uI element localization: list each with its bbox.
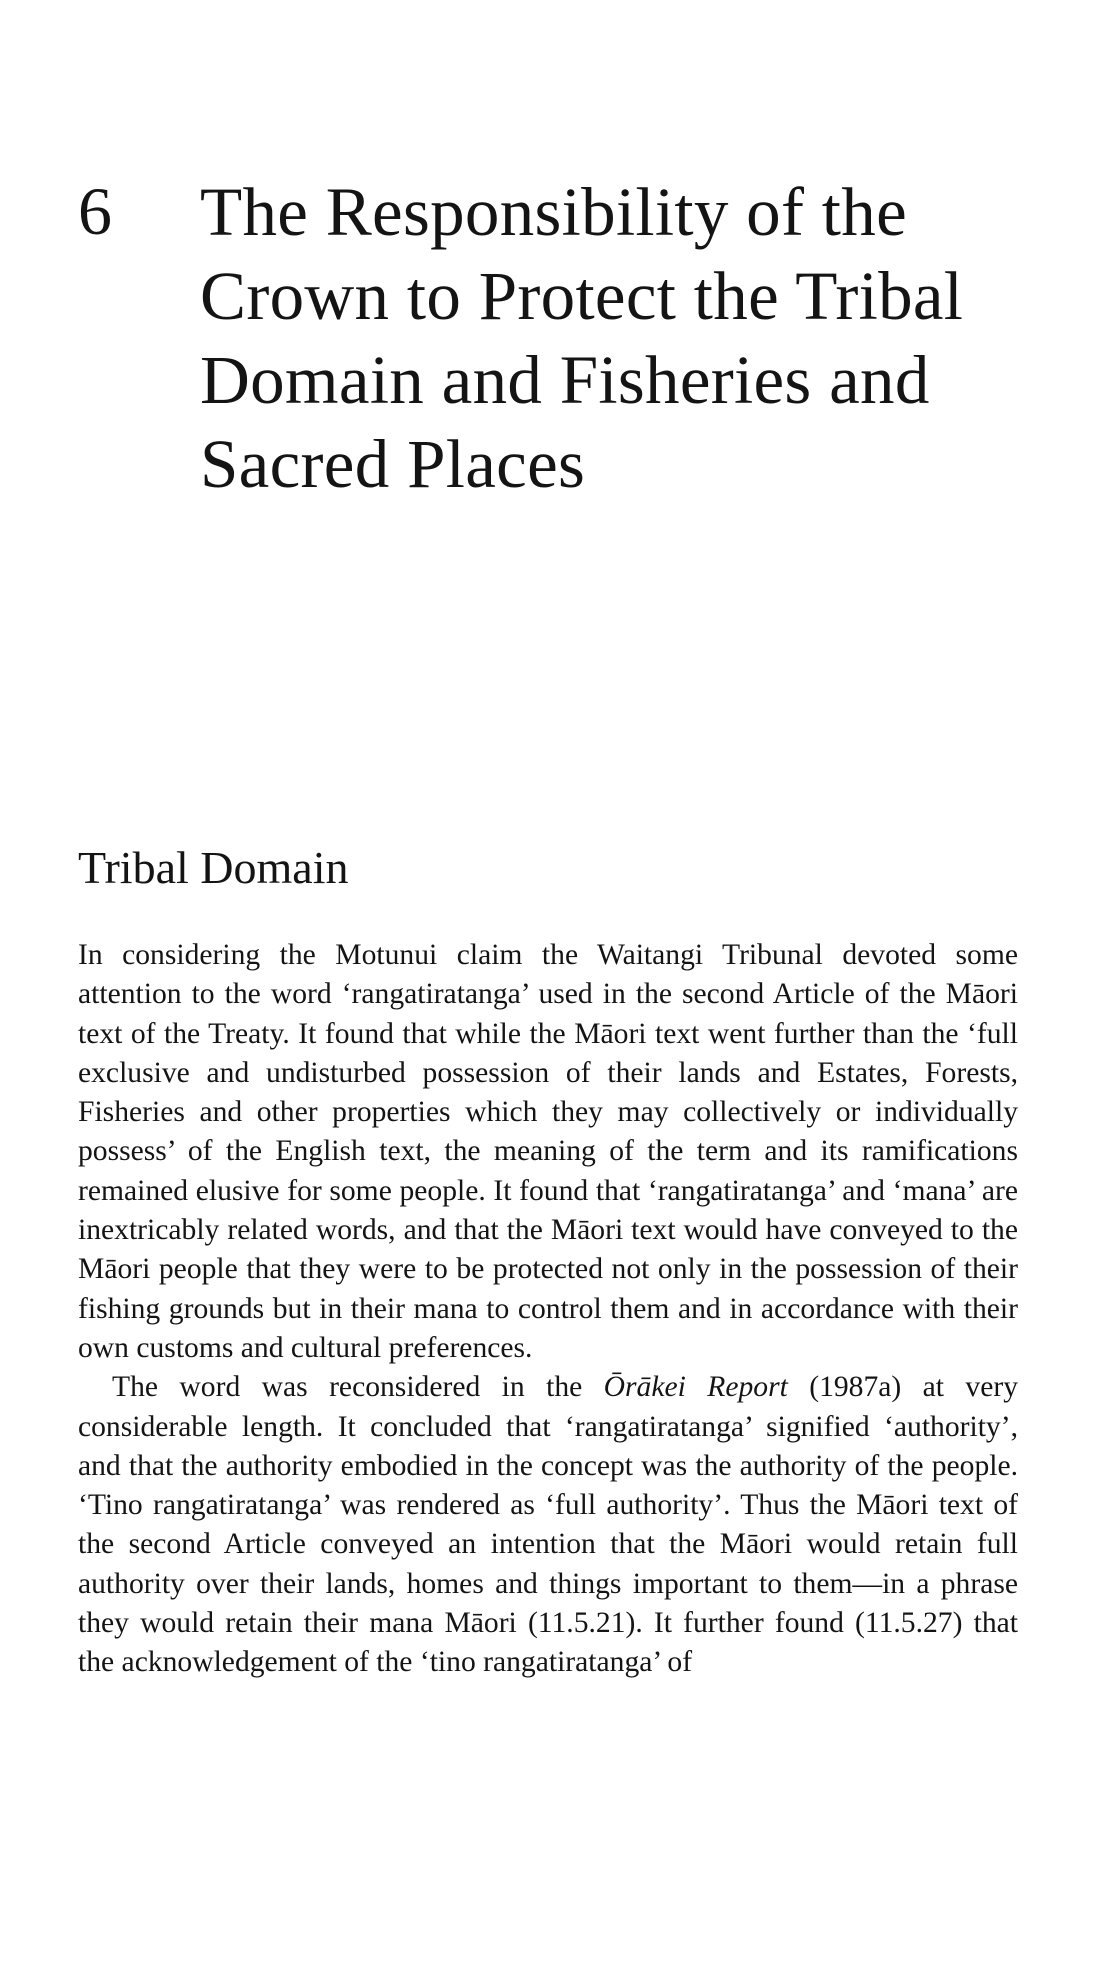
report-title-italic: Ōrākei Report (603, 1371, 788, 1404)
paragraph-1: In considering the Motunui claim the Waitangi Tribunal devoted some attention to the word ‘rangatiratanga’ used in the second Article of the Māori text of the Treaty. It found that while the Māori text went further than the ‘full exclusive and undisturbed possession of their lands and Estates, Forests, Fisheries and other properties which they may collectively or individually possess’ of the English text, the meaning of the term and its ramifications remained elusive for some people. It found that ‘rangatiratanga’ and ‘mana’ are inextricably related words, and that the Māori text would have conveyed to the Māori people that they were to be protected not only in the possession of their fishing grounds but in their mana to control them and in accordance with their own customs and cultural preferences. (78, 939, 1018, 1364)
paragraph-2-lead-text: The word was reconsidered in the (112, 1371, 604, 1404)
paragraph-2-remaining-text: (1987a) at very considerable length. It concluded that ‘rangatiratanga’ signified ‘authority’, and that the authority embodied in the concept was the authority of the people. ‘Tino rangatiratanga’ was rendered as ‘full authority’. Thus the Māori text of the second Article conveyed an intention that the Māori would retain full authority over their lands, homes and things important to them—in a phrase they would retain their mana Māori (11.5.21). It further found (11.5.27) that the acknowledgement of the ‘tino rangatiratanga’ of (78, 1371, 1019, 1679)
chapter-title: The Responsibility of the Crown to Protect the Tribal Domain and Fisheries and Sacred Places (200, 174, 964, 502)
chapter-number: 6 (78, 173, 112, 249)
section-heading: Tribal Domain (78, 842, 349, 893)
paragraph-2 (78, 1368, 1018, 1682)
body-text (78, 936, 1018, 1683)
